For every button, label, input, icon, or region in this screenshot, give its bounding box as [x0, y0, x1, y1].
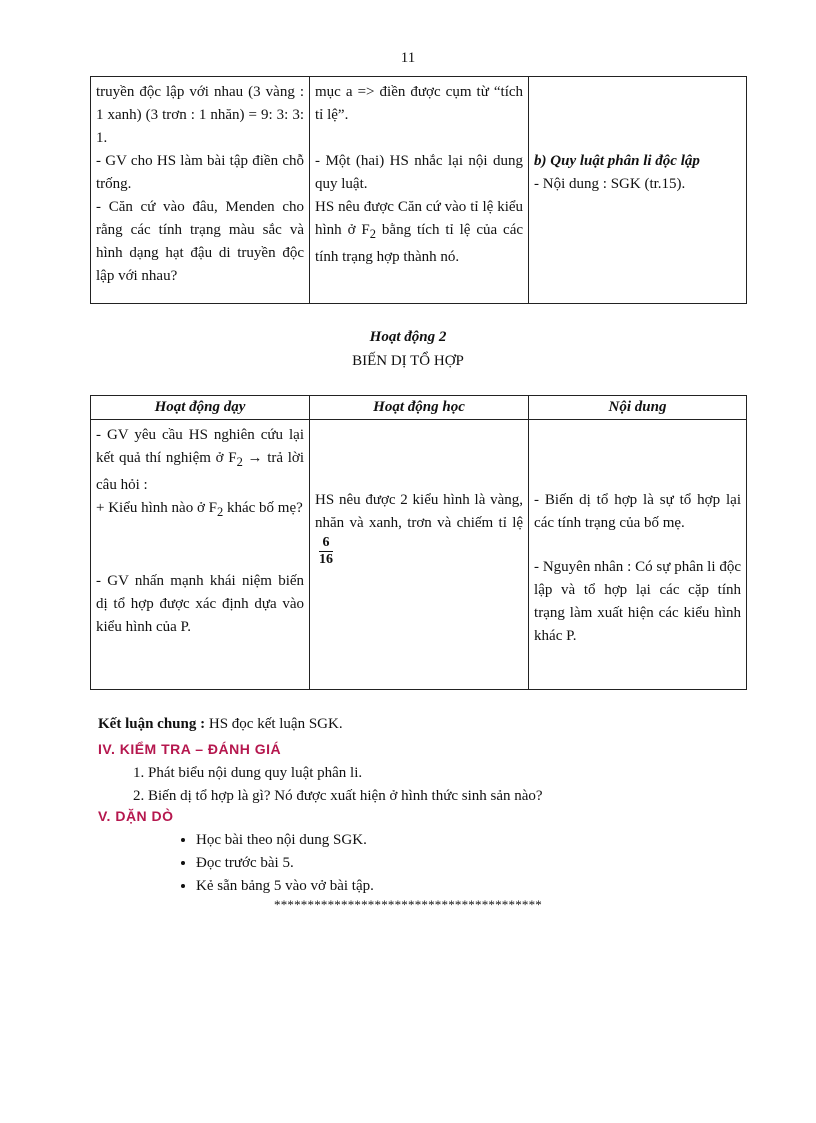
teacher-text-2: + Kiểu hình nào ở $F_2$ khác bố mẹ?: [96, 500, 303, 519]
list-item: 2. Biến dị tổ hợp là gì? Nó được xuất hiện ở hình thức sinh sản nào?: [148, 785, 543, 808]
activity-title: Hoạt động 2: [369, 329, 447, 345]
teacher-text-3: - Căn cứ vào đâu, Menden cho rằng các tính trạng màu sắc và hình dạng hạt đậu di truyền độc lập với nhau?: [96, 199, 305, 284]
content-cell: [529, 420, 747, 690]
page-number: 11: [400, 50, 416, 66]
activity-table-2: [90, 395, 747, 690]
list-item: 1. Phát biểu nội dung quy luật phân li.: [148, 762, 543, 785]
teacher-text-3: - GV nhấn mạnh khái niệm biến dị tổ hợp được xác định dựa vào kiểu hình của P.: [96, 573, 305, 635]
fraction-numerator: 6: [319, 535, 333, 552]
student-text-3: HS nêu được Căn cứ vào tỉ lệ kiểu hình ở $F_2$ bằng tích tỉ lệ của các tính trạng hợp thành nó.: [315, 199, 524, 265]
list-item: • Đọc trước bài 5.: [196, 852, 374, 875]
table-row: [91, 420, 747, 690]
content-cell: [529, 77, 747, 304]
conclusion-text: HS đọc kết luận SGK.: [205, 716, 343, 732]
section-4-heading: IV. KIỂM TRA – ĐÁNH GIÁ: [98, 741, 282, 757]
teacher-activity-cell: [91, 420, 310, 690]
student-text-1: mục a => điền được cụm từ “tích tỉ lệ”.: [315, 84, 524, 123]
ratio-fraction: [319, 535, 333, 568]
teacher-activity-cell: [91, 77, 310, 304]
activity-subtitle: BIẾN DỊ TỔ HỢP: [352, 353, 464, 369]
header-teaching: Hoạt động dạy: [91, 396, 310, 420]
law-heading: b) Quy luật phân li độc lập: [534, 153, 700, 169]
student-text-2: - Một (hai) HS nhắc lại nội dung quy luật.: [315, 153, 524, 192]
header-content: Nội dung: [529, 396, 747, 420]
content-text-2: - Nguyên nhân : Có sự phân li độc lập và tổ hợp lại các cặp tính trạng làm xuất hiện các kiểu hình khác P.: [534, 559, 741, 644]
content-text-1: - Biến dị tổ hợp là sự tổ hợp lại các tính trạng của bố mẹ.: [534, 492, 741, 531]
list-item: • Kẻ sẵn bảng 5 vào vở bài tập.: [196, 875, 374, 898]
student-text-1: HS nêu được 2 kiểu hình là vàng, nhăn và xanh, trơn và chiếm tỉ lệ $\frac{6}{16}$: [315, 492, 524, 567]
section-5-heading: V. DẶN DÒ: [98, 808, 174, 824]
table-row: [91, 77, 747, 304]
fraction-denominator: 16: [319, 552, 334, 567]
table-header-row: [91, 396, 747, 420]
activity-table-1: [90, 76, 747, 304]
list-item: • Học bài theo nội dung SGK.: [196, 829, 374, 852]
general-conclusion: [98, 716, 343, 733]
teacher-text-2: - GV cho HS làm bài tập điền chỗ trống.: [96, 153, 305, 192]
conclusion-label: Kết luận chung :: [98, 716, 206, 732]
teacher-text-1: truyền độc lập với nhau (3 vàng : 1 xanh) (3 trơn : 1 nhăn) = 9: 3: 3: 1.: [96, 84, 305, 146]
section-4-list: [120, 762, 543, 808]
student-activity-cell: [310, 420, 529, 690]
student-activity-cell: [310, 77, 529, 304]
section-5-list: [170, 829, 374, 898]
header-learning: Hoạt động học: [310, 396, 529, 420]
teacher-text-1: - GV yêu cầu HS nghiên cứu lại kết quả thí nghiệm ở $F_2$ → trả lời câu hỏi :: [96, 427, 305, 493]
divider-stars: ****************************************: [274, 897, 542, 912]
law-content: - Nội dung : SGK (tr.15).: [534, 176, 686, 192]
